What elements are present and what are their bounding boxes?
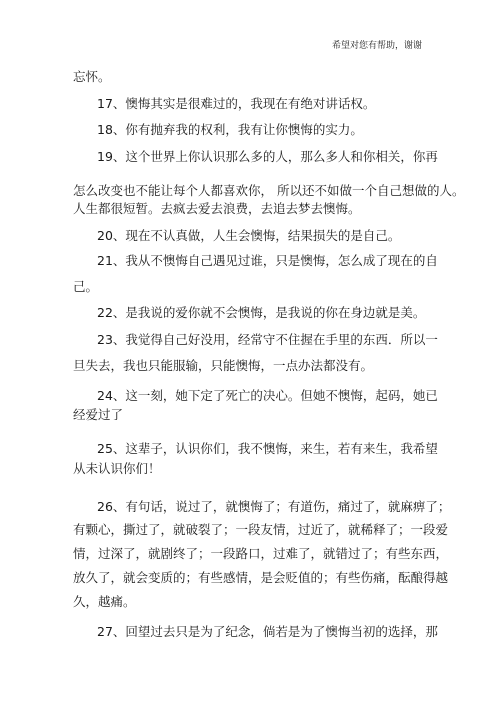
text-line: 23、我觉得自己好没用，经常守不住握在手里的东西．所以一 [97,332,438,347]
text-line: 从未认识你们！ [73,461,161,476]
text-line: 有颗心，撕过了，就破裂了；一段友情，过近了，就稀释了；一段爱 [73,522,449,537]
text-line: 21、我从不懊悔自己遇见过谁，只是懊悔，怎么成了现在的自 [97,253,438,268]
text-line: 22、是我说的爱你就不会懊悔，是我说的你在身边就是美。 [97,305,426,320]
text-line: 24、这一刻，她下定了死亡的决心。但她不懊悔，起码，她已 [97,388,438,403]
text-line: 己。 [73,279,99,294]
text-line: 17、懊悔其实是很难过的，我现在有绝对讲话权。 [97,96,376,111]
text-line: 放久了，就会变质的；有些感情，是会贬值的；有些伤痛，酝酿得越 [73,570,449,585]
text-line: 19、这个世界上你认识那么多的人，那么多人和你相关，你再 [97,149,438,164]
text-line: 经爱过了 [73,407,124,422]
text-line: 旦失去，我也只能服输，只能懊悔，一点办法都没有。 [73,358,374,373]
text-line: 久，越痛。 [73,594,136,609]
text-line: 忘怀。 [73,69,111,84]
text-line: 25、这辈子，认识你们，我不懊悔，来生，若有来生，我希望 [97,441,438,456]
text-line: 怎么改变也不能让每个人都喜欢你， 所以还不如做一个自己想做的人。 [73,183,465,198]
text-line: 情，过深了，就剧终了；一段路口，过难了，就错过了；有些东西， [73,546,449,561]
page-header-note: 希望对您有帮助，谢谢 [331,41,422,51]
text-line: 18、你有抛弃我的权利，我有让你懊悔的实力。 [97,122,363,137]
text-line: 27、回望过去只是为了纪念，倘若是为了懊悔当初的选择，那 [97,624,438,639]
text-line: 人生都很短暂。去疯去爱去浪费，去追去梦去懊悔。 [73,201,361,216]
text-line: 20、现在不认真做，人生会懊悔，结果损失的是自己。 [97,228,401,243]
text-line: 26、有句话，说过了，就懊悔了；有道伤，痛过了，就麻痹了； [97,499,451,514]
